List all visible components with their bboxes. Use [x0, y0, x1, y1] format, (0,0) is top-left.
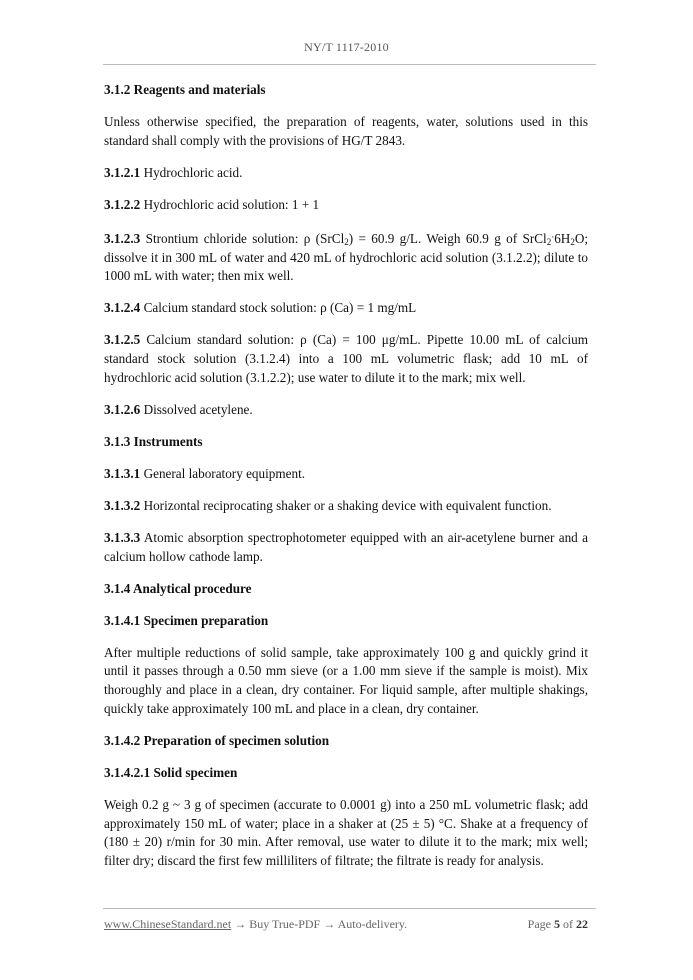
- section-heading-3-1-2: 3.1.2 Reagents and materials: [104, 82, 266, 97]
- clause-number: 3.1.2.3: [104, 230, 141, 246]
- section-heading-3-1-4: 3.1.4 Analytical procedure: [104, 580, 252, 596]
- delivery-text: Auto-delivery.: [337, 917, 408, 931]
- page-counter: [528, 917, 588, 932]
- clause-number: 3.1.2.1: [104, 164, 141, 180]
- of-label: of: [560, 917, 576, 931]
- section-heading-3-1-4-2-1: 3.1.4.2.1 Solid specimen: [104, 764, 238, 780]
- clause-3-1-2-2: [104, 196, 588, 215]
- page-total: 22: [576, 917, 588, 931]
- clause-3-1-2-6: [104, 401, 588, 420]
- clause-text: Hydrochloric acid solution: 1 + 1: [140, 196, 320, 212]
- clause-text: Strontium chloride solution: ρ (SrCl: [140, 230, 345, 246]
- site-link[interactable]: www.ChineseStandard.net: [104, 917, 232, 931]
- footer-links: [104, 917, 407, 932]
- arrow-icon: →: [231, 917, 250, 931]
- clause-3-1-2-3: [104, 228, 588, 286]
- section-heading-3-1-3: 3.1.3 Instruments: [104, 433, 203, 449]
- page-label: Page: [527, 917, 554, 931]
- clause-3-1-2-4: [104, 299, 588, 318]
- subscript: 2: [546, 236, 552, 247]
- section-heading-3-1-4-1: 3.1.4.1 Specimen preparation: [104, 612, 269, 628]
- clause-3-1-2-5: [104, 331, 588, 387]
- clause-number: 3.1.2.5: [104, 332, 141, 348]
- arrow-icon: →: [320, 917, 338, 931]
- clause-text: Calcium standard solution: ρ (Ca) = 100 μg/mL. Pipette 10.00 mL of calcium standard stock solution (3.1.2.4) into a 100 mL volumetric flask; add 10 mL of hydrochloric acid solution (3.1.2.2); use water to dilute it to the mark; mix well.: [104, 332, 588, 385]
- paragraph-solid-specimen: Weigh 0.2 g ~ 3 g of specimen (accurate to 0.0001 g) into a 250 mL volumetric flask; add approximately 150 mL of water; place in a shaker at (25 ± 5) °C. Shake at a frequency of (180 ± 20) r/min for 30 min. After removal, use water to dilute it to the mark; mix well; filter dry; discard the first few milliliters of filtrate; the filtrate is ready for analysis.: [104, 796, 588, 868]
- clause-text: Hydrochloric acid.: [140, 164, 243, 180]
- document-body: [104, 81, 588, 884]
- clause-number: 3.1.2.2: [104, 196, 141, 212]
- subscript: 2: [570, 236, 575, 247]
- page-header: NY/T 1117-2010: [304, 40, 389, 54]
- paragraph-specimen-preparation: After multiple reductions of solid sample, take approximately 100 g and quickly grind it until it passes through a 0.50 mm sieve (or a 1.00 mm sieve if the sample is moist). Mix thoroughly and place in a clean, dry container. For liquid sample, after multiple shakings, quickly take approximately 100 mL and place in a clean, dry container.: [104, 644, 588, 716]
- section-heading-3-1-4-2: 3.1.4.2 Preparation of specimen solution: [104, 732, 330, 748]
- clause-text: 6H: [554, 230, 571, 246]
- clause-text: Calcium standard stock solution: ρ (Ca) = 1 mg/mL: [140, 300, 417, 316]
- clause-number: 3.1.3.2: [104, 497, 141, 513]
- clause-text: O; dissolve it in 300 mL of water and 420 mL of hydrochloric acid solution (3.1.2.2); dilute to 1000 mL with water; then mix well.: [104, 230, 588, 284]
- buy-text: Buy True-PDF: [249, 917, 321, 931]
- clause-number: 3.1.3.3: [104, 530, 141, 545]
- clause-3-1-3-3: [104, 529, 588, 566]
- hydrate-dot: ·: [551, 231, 555, 242]
- clause-3-1-3-1: [104, 465, 588, 484]
- paragraph-reagents-intro: Unless otherwise specified, the preparation of reagents, water, solutions used in this standard shall comply with the provisions of HG/T 2843.: [104, 114, 588, 148]
- footer-divider: [103, 908, 596, 909]
- clause-text: Atomic absorption spectrophotometer equipped with an air-acetylene burner and a calcium hollow cathode lamp.: [104, 530, 588, 564]
- clause-number: 3.1.2.4: [104, 300, 141, 316]
- clause-text: Horizontal reciprocating shaker or a shaking device with equivalent function.: [140, 497, 552, 513]
- clause-3-1-2-1: [104, 164, 588, 183]
- clause-text: Dissolved acetylene.: [140, 401, 253, 417]
- clause-number: 3.1.2.6: [104, 401, 141, 417]
- clause-text: ) = 60.9 g/L. Weigh 60.9 g of SrCl: [348, 230, 547, 246]
- page-number: 5: [554, 917, 560, 931]
- clause-number: 3.1.3.1: [104, 465, 141, 481]
- clause-text: General laboratory equipment.: [140, 465, 306, 481]
- clause-3-1-3-2: [104, 497, 588, 516]
- header-divider: [103, 64, 596, 65]
- subscript: 2: [344, 236, 349, 247]
